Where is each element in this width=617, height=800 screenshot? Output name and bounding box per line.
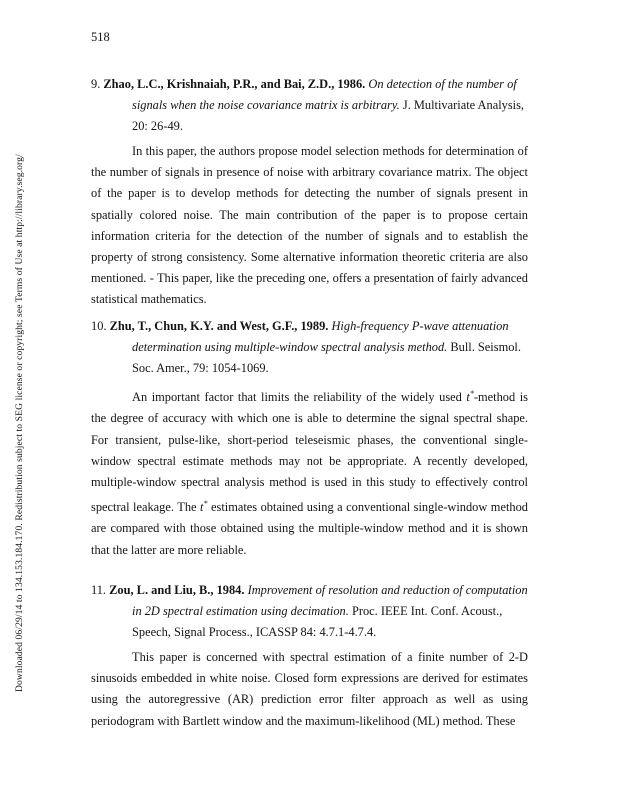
abstract-part-1: An important factor that limits the reliability of the widely used [132, 390, 462, 405]
star-superscript: * [469, 389, 474, 398]
reference-title: Improvement of resolution and reduction of computation [247, 583, 528, 597]
reference-number: 11. [91, 583, 107, 597]
reference-number: 10. [91, 319, 107, 333]
reference-abstract: This paper is concerned with spectral estimation of a finite number of 2-D sinusoids embedded in white noise. Closed form expressions are derived for estimates using the autoregressive (AR) prediction error filter approach as well as using periodogram with Bartlett window and the maximum-likelihood (ML) method. These [91, 650, 528, 728]
star-superscript: * [203, 499, 208, 509]
reference-authors: Zhao, L.C., Krishnaiah, P.R., and Bai, Z.D., 1986. [103, 77, 366, 91]
reference-title: On detection of the number of [368, 77, 517, 91]
reference-entry-11 [91, 580, 528, 732]
reference-source: Proc. IEEE Int. Conf. Acoust., [351, 604, 503, 618]
abstract-part-2: -method is the degree of accuracy with which one is able to determine the signal spectral shape. For transient, pulse-like, short-period teleseismic phases, the conventional single-window spectral estimate methods may not be appropriate. A recently developed, multiple-window spectral analysis method is used in this study to effectively control spectral leakage. The [91, 390, 528, 515]
abstract-part-3: estimates obtained using a conventional single-window method are compared with those obtained using the multiple-window method and it is shown that the latter are more reliable. [91, 500, 528, 557]
reference-title-cont: in 2D spectral estimation using decimation. [132, 604, 349, 618]
reference-source-cont: 20: 26-49. [132, 119, 183, 133]
reference-title-cont: signals when the noise covariance matrix is arbitrary. [132, 98, 400, 112]
reference-abstract: In this paper, the authors propose model selection methods for determination of the number of signals in presence of noise with arbitrary covariance matrix. The object of the paper is to develop methods for detecting the number of signals present in spatially colored noise. The main contribution of the paper is to propose certain information criteria for the detection of the number of signals and to establish the property of strong consistency. Some alternative information theoretic criteria are also mentioned. - This paper, like the preceding one, offers a presentation of fairly advanced statistical mathematics. [91, 144, 528, 307]
reference-authors: Zhu, T., Chun, K.Y. and West, G.F., 1989. [109, 319, 329, 333]
reference-source-cont: Speech, Signal Process., ICASSP 84: 4.7.1-4.7.4. [132, 625, 377, 639]
reference-citation [91, 580, 528, 643]
t-star-symbol [466, 390, 473, 404]
reference-citation [91, 316, 528, 379]
download-notice: Downloaded 06/29/14 to 134.153.184.170. Redistribution subject to SEG license or copyright; see Terms of Use at http://library.seg.org/ [14, 154, 25, 692]
reference-source-cont: Soc. Amer., 79: 1054-1069. [132, 361, 269, 375]
reference-title: High-frequency P-wave attenuation [331, 319, 509, 333]
reference-abstract [91, 383, 528, 561]
reference-number: 9. [91, 77, 101, 91]
t-star-symbol [200, 500, 207, 514]
page-number: 518 [91, 30, 110, 44]
reference-authors: Zou, L. and Liu, B., 1984. [109, 583, 245, 597]
reference-source: J. Multivariate Analysis, [402, 98, 525, 112]
reference-entry-10 [91, 316, 528, 561]
reference-source: Bull. Seismol. [450, 340, 521, 354]
t-letter: t [200, 500, 204, 515]
reference-title-cont: determination using multiple-window spectral analysis method. [132, 340, 448, 354]
reference-citation [91, 74, 528, 137]
t-letter: t [466, 390, 470, 405]
reference-entry-9 [91, 74, 528, 311]
